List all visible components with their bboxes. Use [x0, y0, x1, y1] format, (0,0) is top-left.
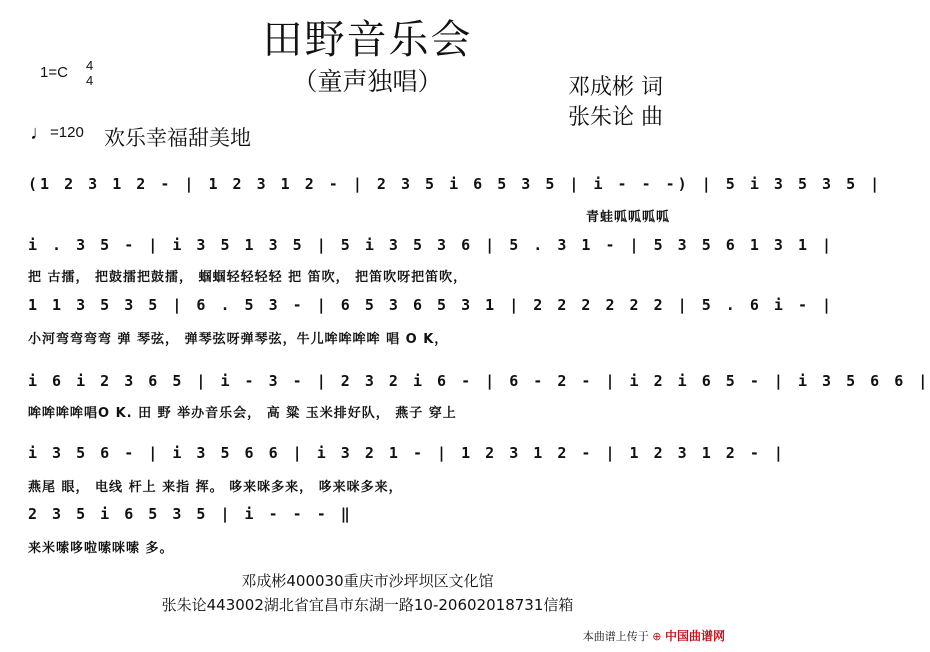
lyricist-credit: 邓成彬 词 [568, 75, 663, 100]
score-title: 田野音乐会 [262, 17, 473, 63]
score-subtitle: （童声独唱） [292, 67, 443, 96]
notation-row: 2 3 5 i 6 5 3 5 | i - - - ‖ [28, 505, 353, 523]
notation-row: i 6 i 2 3 6 5 | i - 3 - | 2 3 2 i 6 - | 6 - 2 - | i 2 i 6 5 - | i 3 5 6 6 | [28, 372, 930, 390]
lyric-row: 青蛙呱呱呱呱 [586, 210, 671, 225]
tempo-value: =120 [50, 124, 84, 141]
lyric-row: 小河弯弯弯弯 弹 琴弦， 弹琴弦呀弹琴弦，牛儿哞哞哞哞 唱 O K， [28, 332, 449, 347]
meter-bottom: 4 [86, 73, 94, 88]
composer-credit: 张朱论 曲 [568, 105, 663, 130]
site-logo-icon: ⊕ [652, 630, 662, 643]
notation-row: (1 2 3 1 2 - | 1 2 3 1 2 - | 2 3 5 i 6 5 3 5 | i - - -) | 5 i 3 5 3 5 | [28, 175, 883, 193]
meter-top: 4 [86, 58, 94, 73]
key-signature: 1=C [40, 64, 68, 81]
site-footer [583, 627, 725, 644]
contact-composer: 张朱论443002湖北省宜昌市东湖一路10-20602018731信箱 [161, 596, 574, 614]
upload-label: 本曲谱上传于 [582, 630, 649, 643]
notation-row: i . 3 5 - | i 3 5 1 3 5 | 5 i 3 5 3 6 | 5 . 3 1 - | 5 3 5 6 1 3 1 | [28, 236, 835, 254]
notation-row: i 3 5 6 - | i 3 5 6 6 | i 3 2 1 - | 1 2 3 1 2 - | 1 2 3 1 2 - | [28, 444, 786, 462]
contact-lyricist: 邓成彬400030重庆市沙坪坝区文化馆 [241, 572, 494, 590]
quarter-note-icon: ♩ [30, 122, 50, 144]
time-signature [86, 58, 93, 88]
tempo-mark [30, 122, 84, 145]
lyric-row: 来米嗦哆啦嗦咪嗦 多。 [28, 541, 174, 556]
lyric-row: 哞哞哞哞唱O K. 田 野 举办音乐会， 高 粱 玉米排好队， 燕子 穿上 [28, 406, 457, 421]
site-brand: 中国曲谱网 [664, 629, 725, 643]
notation-row: 1 1 3 5 3 5 | 6 . 5 3 - | 6 5 3 6 5 3 1 | 2 2 2 2 2 2 | 5 . 6 i - | [28, 296, 835, 314]
expression-mark: 欢乐幸福甜美地 [104, 126, 251, 150]
lyric-row: 燕尾 眼， 电线 杆上 来指 挥。 哆来咪多来， 哆来咪多来， [28, 480, 403, 495]
lyric-row: 把 古擂， 把鼓擂把鼓擂， 蝈蝈轻轻轻轻 把 笛吹， 把笛吹呀把笛吹， [28, 270, 468, 285]
